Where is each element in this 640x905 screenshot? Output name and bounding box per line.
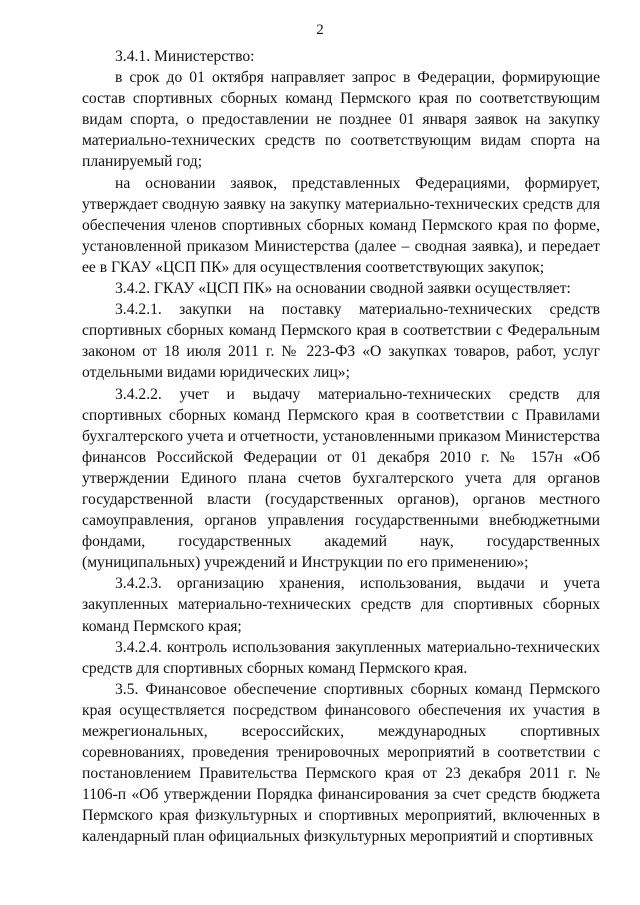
document-body <box>82 46 600 848</box>
page-number: 2 <box>316 22 324 38</box>
paragraph-summary-application: на основании заявок, представленных Федерациями, формирует, утверждает сводную заявку на закупку материально-технических средств для обеспечения членов спортивных сборных команд Пермского края по форме, установленной приказом Министерства (далее – сводная заявка), и передает ее в ГКАУ «ЦСП ПК» для осуществления соответствующих закупок; <box>82 174 600 276</box>
clause-3-5: 3.5. Финансовое обеспечение спортивных сборных команд Пермского края осуществляется посредством финансового обеспечения их участия в межрегиональных, всероссийских, международных спортивных соревнованиях, проведения тренировочных мероприятий в соответствии с постановлением Правительства Пермского края от 23 декабря 2011 г. № 1106-п «Об утверждении Порядка финансирования за счет средств бюджета Пермского края физкультурных и спортивных мероприятий, включенных в календарный план официальных физкультурных мероприятий и спортивных <box>82 680 600 846</box>
clause-3-4-2-4: 3.4.2.4. контроль использования закупленных материально-технических средств для спортивных сборных команд Пермского края. <box>82 638 600 677</box>
clause-3-4-1-heading: 3.4.1. Министерство: <box>115 48 255 65</box>
clause-3-4-2-2: 3.4.2.2. учет и выдачу материально-технических средств для спортивных сборных команд Пермского края в соответствии с Правилами бухгалтерского учета и отчетности, установленными приказом Министерства финансов Российской Федерации от 01 декабря 2010 г. № 157н «Об утверждении Единого плана счетов бухгалтерского учета для органов государственной власти (государственных органов), органов местного самоуправления, органов управления государственными внебюджетными фондами, государственных академий наук, государственных (муниципальных) учреждений и Инструкции по его применению»; <box>82 385 600 572</box>
clause-3-4-2-1: 3.4.2.1. закупки на поставку материально-технических средств спортивных сборных команд Пермского края в соответствии с Федеральным законом от 18 июля 2011 г. № 223-ФЗ «О закупках товаров, работ, услуг отдельными видами юридических лиц»; <box>82 301 600 382</box>
clause-3-4-2-3: 3.4.2.3. организацию хранения, использования, выдачи и учета закупленных материально-технических средств для спортивных сборных команд Пермского края; <box>82 575 600 635</box>
paragraph-request-deadline: в срок до 01 октября направляет запрос в Федерации, формирующие состав спортивных сборных команд Пермского края по соответствующим видам спорта, о предоставлении не позднее 01 января заявок на закупку материально-технических средств по соответствующим видам спорта на планируемый год; <box>82 69 600 171</box>
clause-3-4-2-heading: 3.4.2. ГКАУ «ЦСП ПК» на основании сводной заявки осуществляет: <box>115 280 571 298</box>
